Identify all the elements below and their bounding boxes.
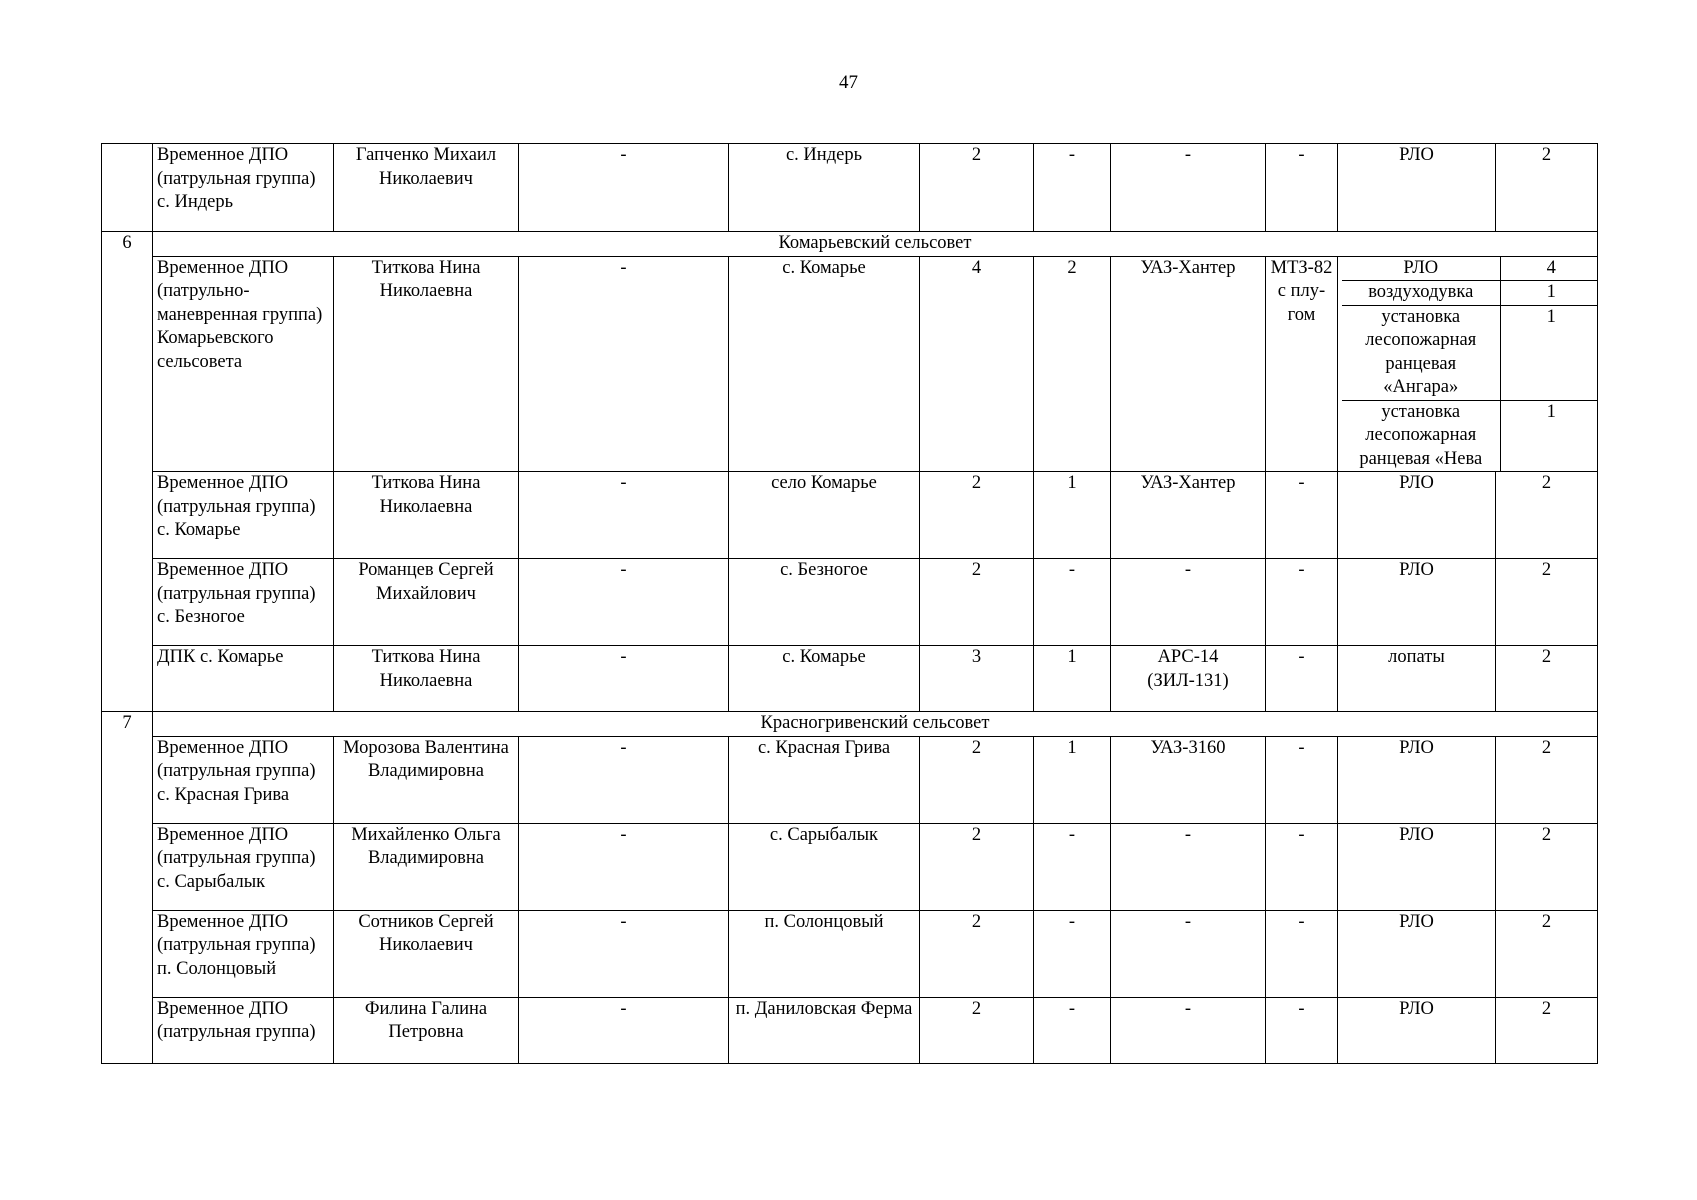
location-cell: село Комарье — [729, 472, 920, 559]
tractor-cell: - — [1266, 559, 1338, 646]
resources-table — [101, 143, 1598, 1064]
tractor-cell: - — [1266, 736, 1338, 823]
page-number: 47 — [839, 72, 858, 93]
equipment-qty-cell: 2 — [1496, 646, 1598, 712]
people-count-cell: 2 — [920, 997, 1034, 1063]
equipment-qty-cell: 2 — [1496, 472, 1598, 559]
equipment-qty-cell: 2 — [1496, 997, 1598, 1063]
equipment-cell: РЛО — [1338, 144, 1496, 232]
contact-cell: - — [519, 910, 729, 997]
contact-cell: - — [519, 997, 729, 1063]
people-count-cell: 4 — [920, 256, 1034, 472]
equipment-name: воздуходувка — [1342, 281, 1500, 306]
vehicle-cell: - — [1111, 910, 1266, 997]
people-count-cell: 3 — [920, 646, 1034, 712]
tractor-cell: - — [1266, 646, 1338, 712]
equipment-item — [1342, 257, 1598, 281]
row-number-cell — [102, 144, 153, 232]
location-cell: с. Индерь — [729, 144, 920, 232]
vehicle-cell: УАЗ-3160 — [1111, 736, 1266, 823]
contact-cell: - — [519, 144, 729, 232]
tech-count-cell: - — [1034, 910, 1111, 997]
people-count-cell: 2 — [920, 472, 1034, 559]
tech-count-cell: 1 — [1034, 646, 1111, 712]
equipment-qty: 1 — [1500, 400, 1598, 471]
location-cell: с. Безногое — [729, 559, 920, 646]
equipment-name: установка лесопожарная ранцевая «Ангара» — [1342, 305, 1500, 400]
row-number-cell: 6 — [102, 232, 153, 712]
head-name-cell: Филина Галина Петровна — [334, 997, 519, 1063]
tractor-cell: - — [1266, 910, 1338, 997]
equipment-name: РЛО — [1342, 257, 1500, 281]
section-title: Красногривенский сельсовет — [153, 712, 1598, 737]
location-cell: с. Комарье — [729, 646, 920, 712]
tech-count-cell: 2 — [1034, 256, 1111, 472]
equipment-qty: 4 — [1500, 257, 1598, 281]
section-row — [102, 712, 1598, 737]
equipment-cell: РЛО — [1338, 736, 1496, 823]
head-name-cell: Михайленко Ольга Владимировна — [334, 823, 519, 910]
people-count-cell: 2 — [920, 823, 1034, 910]
tractor-cell: МТЗ-82 с плу-гом — [1266, 256, 1338, 472]
table-row — [102, 823, 1598, 910]
equipment-cell: РЛО — [1338, 910, 1496, 997]
equipment-item — [1342, 281, 1598, 306]
table-row — [102, 472, 1598, 559]
equipment-qty-cell: 2 — [1496, 823, 1598, 910]
table-row — [102, 256, 1598, 472]
contact-cell: - — [519, 736, 729, 823]
contact-cell: - — [519, 823, 729, 910]
location-cell: с. Сарыбалык — [729, 823, 920, 910]
section-title: Комарьевский сельсовет — [153, 232, 1598, 257]
equipment-cell: РЛО — [1338, 559, 1496, 646]
table-row — [102, 559, 1598, 646]
equipment-cell: РЛО — [1338, 997, 1496, 1063]
head-name-cell: Сотников Сергей Николаевич — [334, 910, 519, 997]
vehicle-cell: АРС-14 (ЗИЛ-131) — [1111, 646, 1266, 712]
section-row — [102, 232, 1598, 257]
row-number-cell: 7 — [102, 712, 153, 1064]
unit-name-cell: Временное ДПО (патрульная группа) — [153, 997, 334, 1063]
unit-name-cell: Временное ДПО (патрульная группа) с. Сарыбалык — [153, 823, 334, 910]
head-name-cell: Титкова Нина Николаевна — [334, 256, 519, 472]
equipment-cell: РЛО — [1338, 823, 1496, 910]
table-row — [102, 997, 1598, 1063]
unit-name-cell: Временное ДПО (патрульно-маневренная группа) Комарьевского сельсовета — [153, 256, 334, 472]
head-name-cell: Гапченко Михаил Николаевич — [334, 144, 519, 232]
people-count-cell: 2 — [920, 559, 1034, 646]
unit-name-cell: Временное ДПО (патрульная группа) с. Комарье — [153, 472, 334, 559]
location-cell: п. Солонцовый — [729, 910, 920, 997]
contact-cell: - — [519, 256, 729, 472]
equipment-qty-cell: 2 — [1496, 144, 1598, 232]
equipment-qty: 1 — [1500, 281, 1598, 306]
tractor-cell: - — [1266, 997, 1338, 1063]
tech-count-cell: 1 — [1034, 736, 1111, 823]
equipment-qty-cell: 2 — [1496, 736, 1598, 823]
head-name-cell: Морозова Валентина Владимировна — [334, 736, 519, 823]
table-body — [102, 144, 1598, 1064]
vehicle-cell: - — [1111, 559, 1266, 646]
people-count-cell: 2 — [920, 144, 1034, 232]
equipment-list — [1338, 256, 1598, 472]
equipment-item — [1342, 400, 1598, 471]
tech-count-cell: - — [1034, 823, 1111, 910]
tractor-cell: - — [1266, 823, 1338, 910]
vehicle-cell: - — [1111, 144, 1266, 232]
vehicle-cell: - — [1111, 823, 1266, 910]
tech-count-cell: - — [1034, 144, 1111, 232]
unit-name-cell: Временное ДПО (патрульная группа) с. Безногое — [153, 559, 334, 646]
tech-count-cell: - — [1034, 997, 1111, 1063]
unit-name-cell: ДПК с. Комарье — [153, 646, 334, 712]
tractor-cell: - — [1266, 144, 1338, 232]
unit-name-cell: Временное ДПО (патрульная группа) п. Солонцовый — [153, 910, 334, 997]
head-name-cell: Титкова Нина Николаевна — [334, 472, 519, 559]
head-name-cell: Титкова Нина Николаевна — [334, 646, 519, 712]
tractor-cell: - — [1266, 472, 1338, 559]
table-row — [102, 646, 1598, 712]
vehicle-cell: УАЗ-Хантер — [1111, 472, 1266, 559]
equipment-item — [1342, 305, 1598, 400]
contact-cell: - — [519, 472, 729, 559]
unit-name-cell: Временное ДПО (патрульная группа) с. Индерь — [153, 144, 334, 232]
vehicle-cell: - — [1111, 997, 1266, 1063]
tech-count-cell: 1 — [1034, 472, 1111, 559]
location-cell: с. Красная Грива — [729, 736, 920, 823]
table-row — [102, 910, 1598, 997]
contact-cell: - — [519, 646, 729, 712]
people-count-cell: 2 — [920, 736, 1034, 823]
table-row — [102, 144, 1598, 232]
people-count-cell: 2 — [920, 910, 1034, 997]
table-row — [102, 736, 1598, 823]
equipment-cell: лопаты — [1338, 646, 1496, 712]
location-cell: с. Комарье — [729, 256, 920, 472]
unit-name-cell: Временное ДПО (патрульная группа) с. Красная Грива — [153, 736, 334, 823]
equipment-cell: РЛО — [1338, 472, 1496, 559]
contact-cell: - — [519, 559, 729, 646]
equipment-qty-cell: 2 — [1496, 559, 1598, 646]
tech-count-cell: - — [1034, 559, 1111, 646]
head-name-cell: Романцев Сергей Михайлович — [334, 559, 519, 646]
equipment-qty-cell: 2 — [1496, 910, 1598, 997]
equipment-name: установка лесопожарная ранцевая «Нева — [1359, 401, 1483, 469]
equipment-qty: 1 — [1500, 305, 1598, 400]
location-cell: п. Даниловская Ферма — [729, 997, 920, 1063]
vehicle-cell: УАЗ-Хантер — [1111, 256, 1266, 472]
